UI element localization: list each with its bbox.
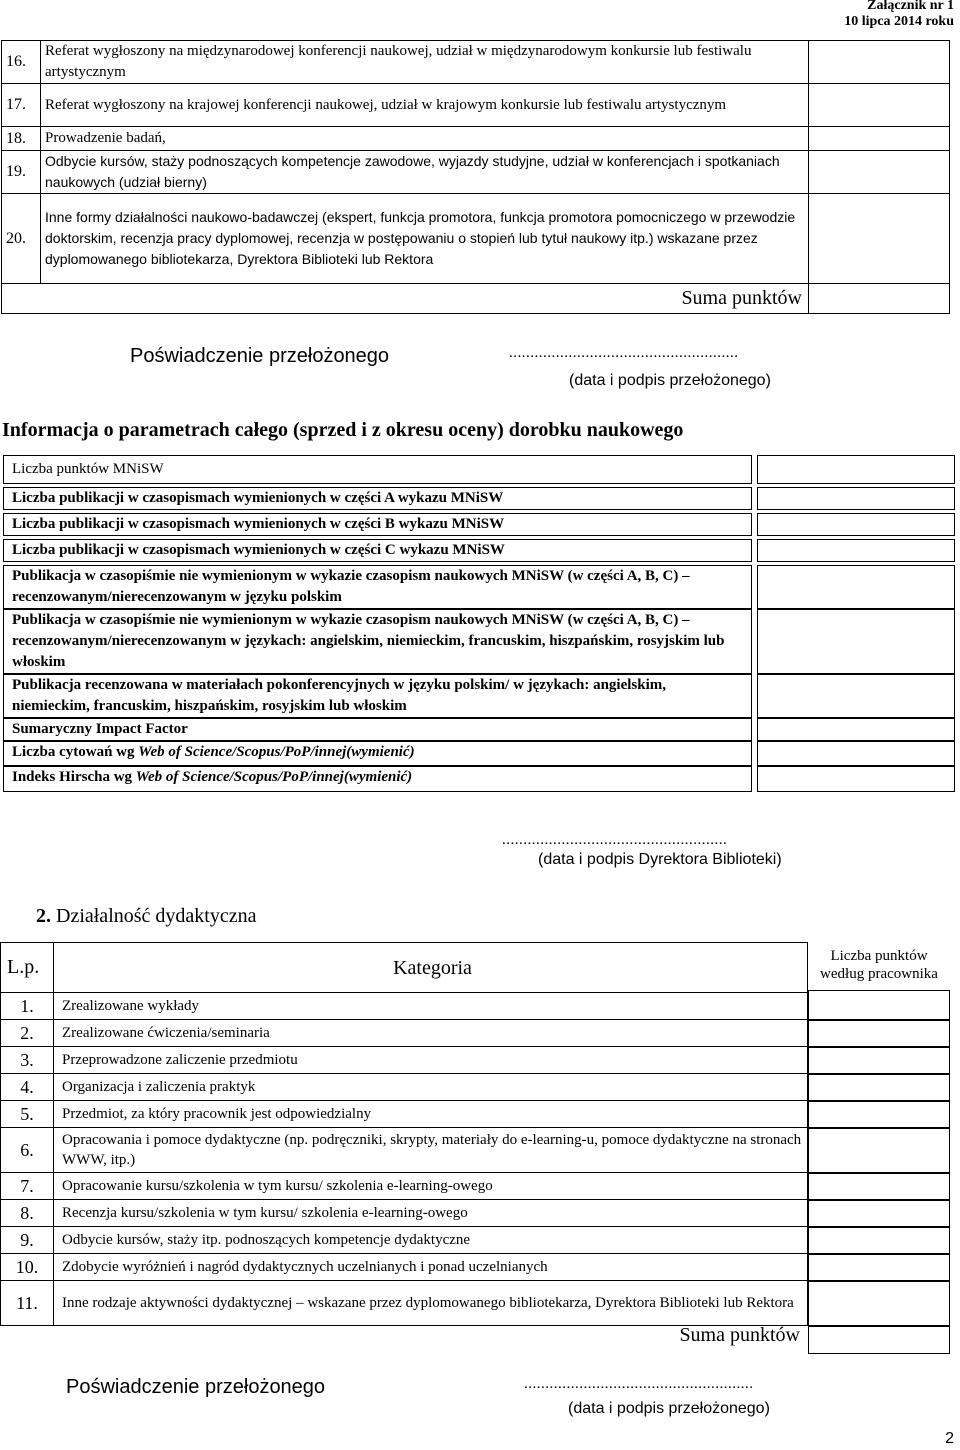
row-text: Przeprowadzone zaliczenie przedmiotu bbox=[54, 1047, 808, 1074]
hirsch-sources: Web of Science/Scopus/PoP/innej(wymienić) bbox=[135, 769, 413, 785]
lp-header: L.p. bbox=[1, 943, 54, 993]
row-text: Odbycie kursów, staży itp. podnoszących kompetencje dydaktyczne bbox=[54, 1227, 808, 1254]
info-row-unlisted-polish: Publikacja w czasopiśmie nie wymienionym w wykazie czasopism naukowych MNiSW (w części A, B, C) – recenzowanym/nierecenzowanym w języku polskim bbox=[3, 565, 752, 609]
row-number: 6. bbox=[1, 1128, 54, 1173]
points-cell[interactable] bbox=[808, 1227, 950, 1254]
row-text: Prowadzenie badań, bbox=[41, 127, 809, 151]
row-number: 1. bbox=[1, 993, 54, 1020]
category-header: Kategoria bbox=[54, 943, 808, 993]
table-header-row bbox=[1, 943, 808, 993]
citations-sources: Web of Science/Scopus/PoP/innej(wymienić) bbox=[138, 744, 415, 760]
table-row bbox=[2, 127, 950, 151]
section-heading bbox=[36, 905, 256, 928]
points-cell[interactable] bbox=[808, 1173, 950, 1200]
points-cell[interactable] bbox=[809, 41, 950, 84]
row-text: Opracowania i pomoce dydaktyczne (np. podręczniki, skrypty, materiały do e-learning-u, pomoce dydaktyczne na stronach WWW, itp.) bbox=[54, 1128, 808, 1173]
director-signature-line[interactable]: ..................................................... bbox=[502, 832, 728, 848]
sum-points-cell[interactable] bbox=[808, 1326, 950, 1354]
points-cell[interactable] bbox=[809, 151, 950, 194]
points-cell[interactable] bbox=[808, 1128, 950, 1173]
annex-date: 10 lipca 2014 roku bbox=[844, 14, 954, 29]
points-column-header bbox=[808, 942, 950, 983]
points-cell[interactable] bbox=[808, 1254, 950, 1281]
info-value-box[interactable] bbox=[757, 539, 955, 562]
table-row bbox=[2, 151, 950, 194]
info-value-box[interactable] bbox=[757, 487, 955, 510]
points-cell[interactable] bbox=[808, 990, 950, 1020]
row-text: Referat wygłoszony na krajowej konferencji naukowej, udział w krajowym konkursie lub festiwalu artystycznym bbox=[41, 84, 809, 127]
info-row-list-b: Liczba publikacji w czasopismach wymienionych w części B wykazu MNiSW bbox=[3, 513, 752, 536]
row-number: 11. bbox=[1, 1281, 54, 1326]
research-table bbox=[1, 40, 950, 314]
row-number: 10. bbox=[1, 1254, 54, 1281]
row-text: Zdobycie wyróżnień i nagród dydaktycznych uczelnianych i ponad uczelnianych bbox=[54, 1254, 808, 1281]
points-cell[interactable] bbox=[808, 1281, 950, 1326]
row-number: 17. bbox=[2, 84, 41, 127]
info-row-unlisted-foreign: Publikacja w czasopiśmie nie wymienionym w wykazie czasopism naukowych MNiSW (w części A, B, C) – recenzowanym/nierecenzowanym w językach: angielskim, niemieckim, francuskim, hiszpańskim, rosyjskim lub włoskim bbox=[3, 609, 752, 674]
table-row bbox=[1, 1200, 808, 1227]
info-value-box[interactable] bbox=[757, 718, 955, 741]
supervisor-signature-line[interactable]: ...................................................... bbox=[509, 345, 739, 361]
info-value-box[interactable] bbox=[757, 741, 955, 766]
row-text: Opracowanie kursu/szkolenia w tym kursu/ szkolenia e-learning-owego bbox=[54, 1173, 808, 1200]
row-number: 20. bbox=[2, 194, 41, 284]
sum-points-cell[interactable] bbox=[809, 284, 950, 314]
points-cell[interactable] bbox=[808, 1074, 950, 1101]
table-row bbox=[2, 84, 950, 127]
table-row bbox=[1, 1254, 808, 1281]
row-text: Zrealizowane wykłady bbox=[54, 993, 808, 1020]
supervisor-signature-line[interactable]: ...................................................... bbox=[524, 1376, 754, 1392]
info-value-box[interactable] bbox=[757, 513, 955, 536]
row-text: Organizacja i zaliczenia praktyk bbox=[54, 1074, 808, 1101]
info-row-hirsch bbox=[3, 766, 752, 792]
table-row bbox=[1, 1128, 808, 1173]
row-number: 19. bbox=[2, 151, 41, 194]
table-row bbox=[1, 1173, 808, 1200]
row-number: 16. bbox=[2, 41, 41, 84]
supervisor-confirmation-label: Poświadczenie przełożonego bbox=[130, 345, 390, 367]
row-number: 8. bbox=[1, 1200, 54, 1227]
points-cell[interactable] bbox=[808, 1020, 950, 1047]
section-title: Działalność dydaktyczna bbox=[56, 905, 257, 927]
page-number: 2 bbox=[945, 1430, 954, 1447]
row-text: Przedmiot, za który pracownik jest odpowiedzialny bbox=[54, 1101, 808, 1128]
row-text: Inne formy działalności naukowo-badawczej (ekspert, funkcja promotora, funkcja promotora pomocniczego w przewodzie doktorskim, recenzja pracy dyplomowej, recenzja w postępowaniu o stopień lub tytuł naukowy itp.) wskazane przez dyplomowanego bibliotekarza, Dyrektora Biblioteki lub Rektora bbox=[41, 194, 809, 284]
supervisor-confirmation-label: Poświadczenie przełożonego bbox=[66, 1376, 326, 1398]
info-row-citations bbox=[3, 741, 752, 766]
points-cell[interactable] bbox=[808, 1200, 950, 1227]
points-cell[interactable] bbox=[808, 1047, 950, 1074]
table-row bbox=[1, 993, 808, 1020]
table-row bbox=[1, 1281, 808, 1326]
row-number: 4. bbox=[1, 1074, 54, 1101]
didactic-table bbox=[0, 942, 808, 1326]
row-number: 2. bbox=[1, 1020, 54, 1047]
row-text: Recenzja kursu/szkolenia w tym kursu/ szkolenia e-learning-owego bbox=[54, 1200, 808, 1227]
annex-number: Załącznik nr 1 bbox=[867, 0, 954, 13]
supervisor-signature-caption: (data i podpis przełożonego) bbox=[569, 372, 771, 389]
row-number: 9. bbox=[1, 1227, 54, 1254]
director-signature-caption: (data i podpis Dyrektora Biblioteki) bbox=[538, 851, 782, 868]
info-value-box[interactable] bbox=[757, 766, 955, 792]
row-text: Inne rodzaje aktywności dydaktycznej – wskazane przez dyplomowanego bibliotekarza, Dyrektora Biblioteki lub Rektora bbox=[54, 1281, 808, 1326]
hirsch-label: Indeks Hirscha wg bbox=[12, 769, 136, 785]
section-number: 2. bbox=[36, 905, 51, 927]
points-cell[interactable] bbox=[809, 127, 950, 151]
info-title: Informacja o parametrach całego (sprzed i z okresu oceny) dorobku naukowego bbox=[2, 419, 684, 441]
info-row-impact-factor: Sumaryczny Impact Factor bbox=[3, 718, 752, 741]
row-text: Odbycie kursów, staży podnoszących kompetencje zawodowe, wyjazdy studyjne, udział w konferencjach i spotkaniach naukowych (udział bierny) bbox=[41, 151, 809, 194]
points-cell[interactable] bbox=[808, 1101, 950, 1128]
points-cell[interactable] bbox=[809, 84, 950, 127]
table-row bbox=[1, 1101, 808, 1128]
info-value-box[interactable] bbox=[757, 609, 955, 674]
citations-label: Liczba cytowań wg bbox=[12, 744, 139, 760]
info-row-points: Liczba punktów MNiSW bbox=[3, 455, 752, 484]
info-value-box[interactable] bbox=[757, 565, 955, 609]
table-row bbox=[1, 1074, 808, 1101]
sum-row bbox=[2, 284, 950, 314]
points-header-text: Liczba punktów według pracownika bbox=[820, 948, 938, 982]
row-number: 7. bbox=[1, 1173, 54, 1200]
info-row-conference-materials: Publikacja recenzowana w materiałach pokonferencyjnych w języku polskim/ w językach: angielskim, niemieckim, francuskim, hiszpańskim, rosyjskim lub włoskim bbox=[3, 674, 752, 718]
table-row bbox=[2, 194, 950, 284]
table-row bbox=[1, 1227, 808, 1254]
info-row-list-c: Liczba publikacji w czasopismach wymienionych w części C wykazu MNiSW bbox=[3, 539, 752, 562]
info-row-list-a: Liczba publikacji w czasopismach wymienionych w części A wykazu MNiSW bbox=[3, 487, 752, 510]
points-cell[interactable] bbox=[809, 194, 950, 284]
table-row bbox=[1, 1020, 808, 1047]
info-value-box[interactable] bbox=[757, 455, 955, 484]
annex-header bbox=[844, 0, 954, 30]
info-value-box[interactable] bbox=[757, 674, 955, 718]
row-text: Referat wygłoszony na międzynarodowej konferencji naukowej, udział w międzynarodowym konkursie lub festiwalu artystycznym bbox=[41, 41, 809, 84]
row-text: Zrealizowane ćwiczenia/seminaria bbox=[54, 1020, 808, 1047]
row-number: 18. bbox=[2, 127, 41, 151]
table-row bbox=[2, 41, 950, 84]
sum-label: Suma punktów bbox=[679, 1324, 800, 1346]
row-number: 3. bbox=[1, 1047, 54, 1074]
row-number: 5. bbox=[1, 1101, 54, 1128]
sum-label: Suma punktów bbox=[2, 284, 809, 314]
table-row bbox=[1, 1047, 808, 1074]
supervisor-signature-caption: (data i podpis przełożonego) bbox=[568, 1400, 770, 1417]
